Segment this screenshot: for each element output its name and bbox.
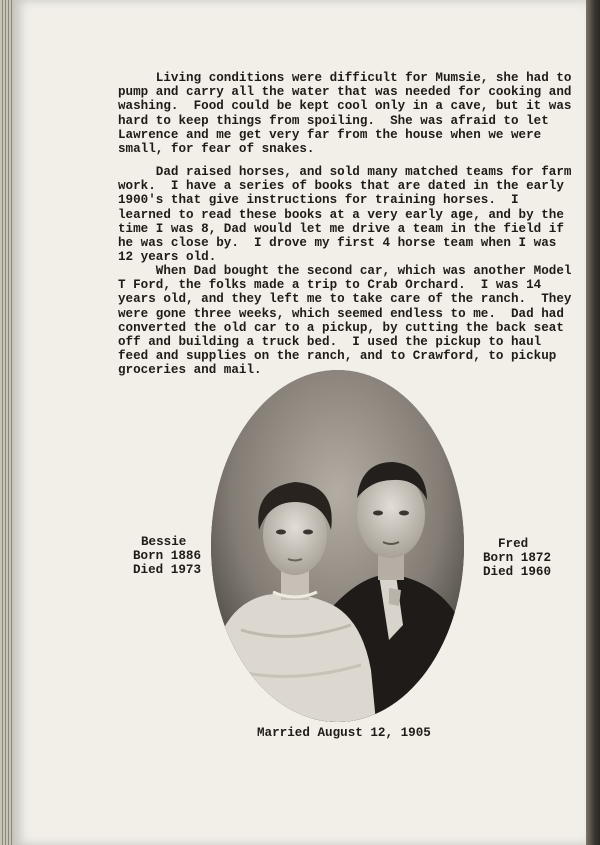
text-line: Dad raised horses, and sold many matched teams for farm — [118, 165, 572, 179]
text-line: learned to read these books at a very early age, and by the — [118, 207, 564, 222]
text-line: washing. Food could be kept cool only in a cave, but it was — [118, 99, 572, 114]
text-line: years old, and they left me to take care of the ranch. They — [118, 292, 572, 307]
text-line: pump and carry all the water that was needed for cooking and — [118, 85, 572, 100]
text-line: feed and supplies on the ranch, and to Crawford, to pickup — [118, 349, 557, 364]
text-line: 12 years old. — [118, 250, 217, 265]
paragraph-horses — [118, 165, 580, 264]
caption-died: Died 1960 — [483, 565, 552, 579]
portrait-illustration — [211, 370, 464, 722]
caption-fred — [483, 537, 551, 579]
text-line: small, for fear of snakes. — [118, 142, 315, 157]
caption-name: Fred — [498, 537, 529, 551]
text-line: When Dad bought the second car, which was another Model — [118, 264, 572, 278]
text-line: Living conditions were difficult for Mumsie, she had to — [118, 71, 572, 85]
caption-born: Born 1872 — [483, 551, 552, 565]
caption-bessie — [133, 535, 201, 577]
text-line: off and building a truck bed. I used the pickup to haul — [118, 335, 542, 350]
text-line: were gone three weeks, which seemed endless to me. Dad had — [118, 306, 564, 321]
caption-born: Born 1886 — [133, 549, 202, 563]
text-line: T Ford, the folks made a trip to Crab Orchard. I was 14 — [118, 278, 542, 293]
text-line: time I was 8, Dad would let me drive a team in the field if — [118, 221, 564, 236]
text-line: he was close by. I drove my first 4 horse team when I was — [118, 236, 557, 251]
book-gutter — [586, 0, 600, 845]
paragraph-living-conditions — [118, 71, 580, 156]
text-line: 1900's that give instructions for training horses. I — [118, 193, 519, 208]
text-line: groceries and mail. — [118, 363, 262, 378]
caption-name: Bessie — [141, 535, 187, 549]
text-line: work. I have a series of books that are dated in the early — [118, 179, 564, 194]
book-page-edges — [0, 0, 14, 845]
wedding-portrait-photo — [211, 370, 464, 722]
text-line: hard to keep things from spoiling. She was afraid to let — [118, 113, 549, 128]
text-line: converted the old car to a pickup, by cutting the back seat — [118, 320, 564, 335]
caption-married-date: Married August 12, 1905 — [257, 726, 431, 740]
paragraph-second-car — [118, 264, 580, 378]
caption-died: Died 1973 — [133, 563, 202, 577]
text-line: Lawrence and me get very far from the house when we were — [118, 127, 542, 142]
